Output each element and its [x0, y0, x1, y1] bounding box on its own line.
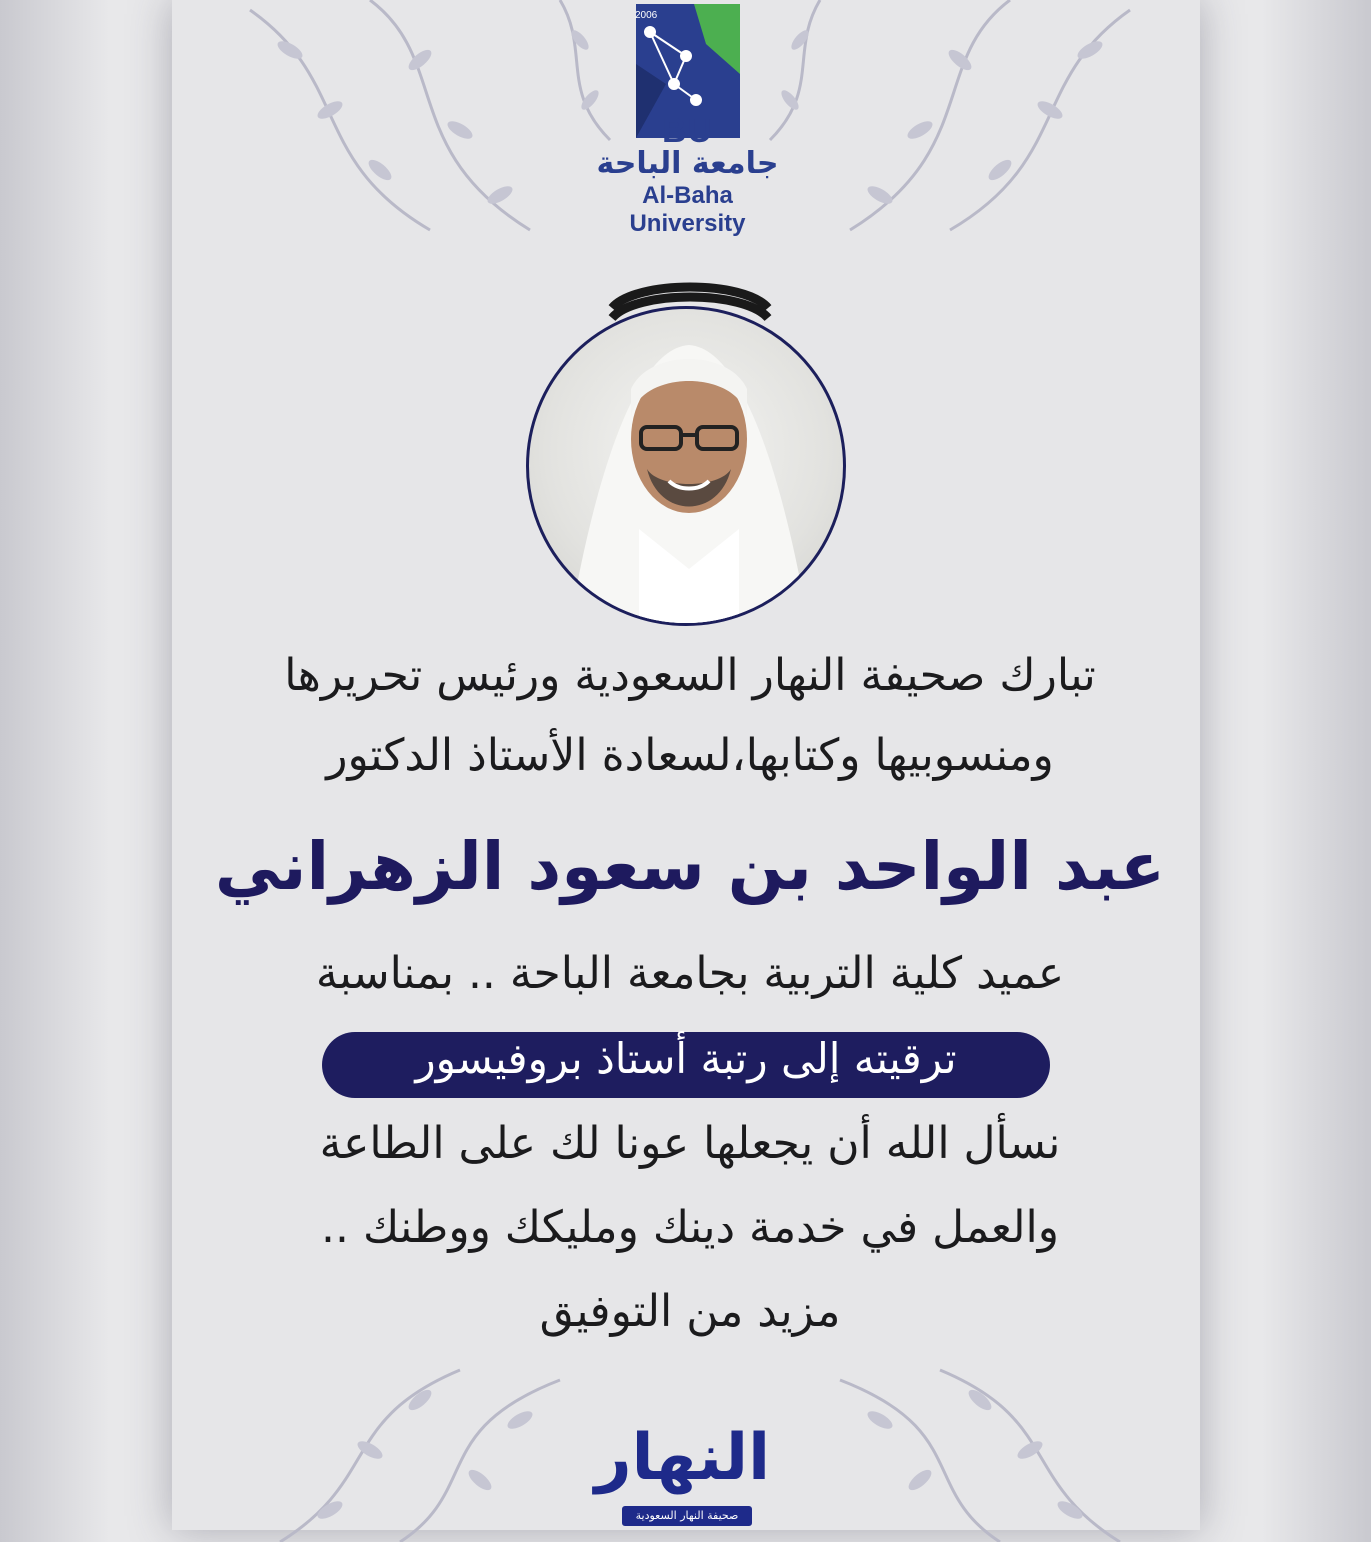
agal-headband-icon — [606, 278, 774, 322]
logo-year: 2006 — [635, 10, 658, 21]
logo-abbreviation: BU — [661, 112, 714, 150]
prayer-line-2: والعمل في خدمة دينك ومليكك ووطنك .. — [320, 1202, 1060, 1253]
prayer-line-3: مزيد من التوفيق — [539, 1286, 841, 1337]
logo-english-name: Al-Baha University — [629, 182, 746, 237]
prayer-line-1: نسأل الله أن يجعلها عونا لك على الطاعة — [319, 1118, 1061, 1169]
person-photo-icon — [529, 309, 846, 626]
portrait-photo — [526, 306, 846, 626]
honoree-position: عميد كلية التربية بجامعة الباحة .. بمناسبة — [315, 948, 1065, 999]
university-logo — [585, 4, 790, 237]
newspaper-brand: النهار — [594, 1421, 770, 1495]
promotion-highlight-text: ترقيته إلى رتبة أستاذ بروفيسور — [415, 1034, 957, 1083]
newspaper-tagline: صحيفة النهار السعودية — [622, 1506, 752, 1526]
logo-arabic-name: جامعة الباحة — [596, 146, 779, 181]
congratulation-line-1: تبارك صحيفة النهار السعودية ورئيس تحريرها — [284, 650, 1096, 701]
honoree-name: عبد الواحد بن سعود الزهراني — [214, 828, 1166, 905]
congratulation-line-2: ومنسوبيها وكتابها،لسعادة الأستاذ الدكتور — [326, 730, 1054, 781]
newspaper-logo — [594, 1418, 770, 1538]
